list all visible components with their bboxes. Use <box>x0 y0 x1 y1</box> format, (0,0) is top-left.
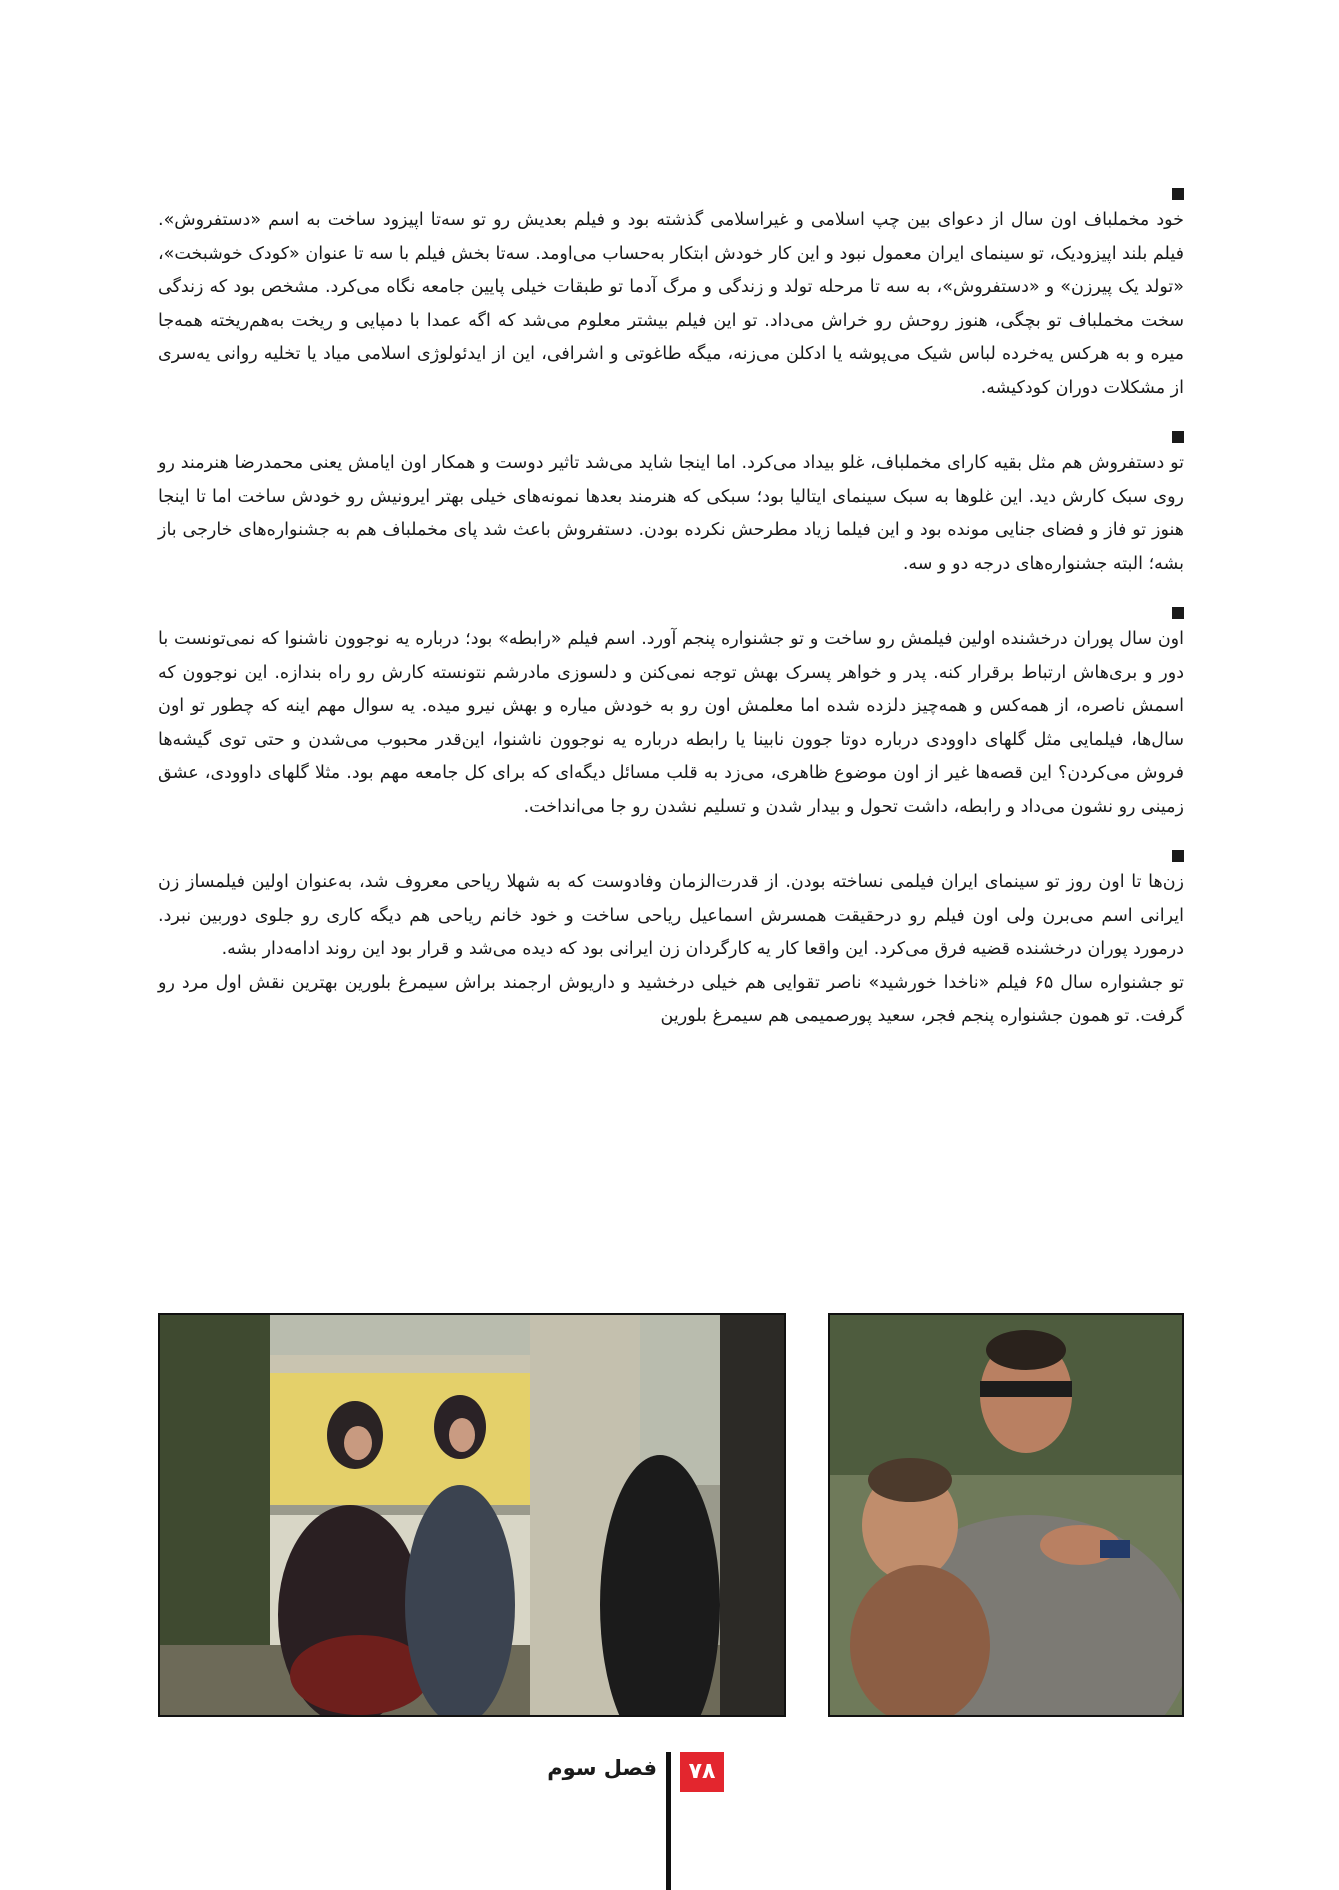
section-1 <box>158 188 1184 405</box>
paragraph: خود مخملباف اون سال از دعوای بین چپ اسلامی و غیراسلامی گذشته بود و فیلم بعدیش رو تو سه‌تا اپیزود ساخت به اسم «دستفروش». فیلم بلند اپیزودیک، تو سینمای ایران معمول نبود و این کار خودش ابتکار به‌حساب می‌اومد. سه‌تا بخش فیلم با سه تا عنوان «کودک خوشبخت»، «تولد یک پیرزن» و «دستفروش»، به سه تا مرحله تولد و زندگی و مرگ آدما تو طبقات خیلی پایین جامعه نگاه می‌کرد. مشخص بود که زندگی سخت مخملباف تو بچگی، هنوز روحش رو خراش می‌داد. تو این فیلم بیشتر معلوم می‌شد که اگه عمدا با دمپایی و ریخت به‌هم‌ریخته همه‌جا میره و به هرکس یه‌خرده لباس شیک می‌پوشه یا ادکلن می‌زنه، میگه طاغوتی و اشرافی، این از ایدئولوژی اسلامی میاد یا تخلیه روانی یه‌سری از مشکلات دوران کودکیشه. <box>158 210 1184 398</box>
page-footer <box>0 1752 1339 1890</box>
photo-row <box>158 1313 1184 1717</box>
article-body <box>158 188 1184 1060</box>
film-still-photo <box>158 1313 786 1717</box>
paragraph: زن‌ها تا اون روز تو سینمای ایران فیلمی نساخته بودن. از قدرت‌الزمان وفادوست که به شهلا ریاحی معروف شد، به‌عنوان اولین فیلمساز زن ایرانی اسم می‌برن ولی اون فیلم رو درحقیقت همسرش اسماعیل ریاحی ساخت و خود خانم ریاحی هم دیگه کاری رو جلوی دوربین نبرد. درمورد پوران درخشنده قضیه فرق می‌کرد. این واقعا کار یه کارگردان زن ایرانی بود که دیده می‌شد و قرار بود این روند ادامه‌دار بشه. <box>158 872 1184 959</box>
section-2 <box>158 431 1184 581</box>
section-4 <box>158 850 1184 1034</box>
bullet-square-icon <box>1172 188 1184 200</box>
bullet-square-icon <box>1172 431 1184 443</box>
page-number: ۷۸ <box>680 1752 724 1792</box>
footer-divider <box>666 1752 671 1890</box>
section-3 <box>158 607 1184 824</box>
paragraph: اون سال پوران درخشنده اولین فیلمش رو ساخت و تو جشنواره پنجم آورد. اسم فیلم «رابطه» بود؛ درباره یه نوجوون ناشنوا که نمی‌تونست با دور و بری‌هاش ارتباط برقرار کنه. پدر و خواهر پسرک بهش توجه نمی‌کنن و دلسوزی مادرشم نتونسته کارش رو راه بندازه. این نوجوون که اسمش ناصره، از همه‌کس و همه‌چیز دلزده شده اما معلمش اون رو به خودش میاره و بهش نیرو میده. یه سوال مهم اینه که چطور تو اون سال‌ها، فیلمایی مثل گلهای داوودی درباره دوتا جوون نابینا یا رابطه درباره یه نوجوون ناشنوا، این‌قدر محبوب می‌شدن و حتی توی گیشه‌ها فروش می‌کردن؟ این قصه‌ها غیر از اون موضوع ظاهری، می‌زد به قلب مسائل دیگه‌ای که برای کل جامعه مهم بود. مثلا گلهای داوودی، عشق زمینی رو نشون می‌داد و رابطه، داشت تحول و بیدار شدن و تسلیم نشدن رو جا می‌انداخت. <box>158 629 1184 817</box>
bullet-square-icon <box>1172 850 1184 862</box>
bullet-square-icon <box>1172 607 1184 619</box>
chapter-title: فصل سوم <box>547 1756 657 1780</box>
film-still-image <box>160 1315 784 1715</box>
paragraph-continued: تو جشنواره سال ۶۵ فیلم «ناخدا خورشید» ناصر تقوایی هم خیلی درخشید و داریوش ارجمند براش سیمرغ بلورین بهترین نقش اول مرد رو گرفت. تو همون جشنواره پنجم فجر، سعید پورصمیمی هم سیمرغ بلورین <box>158 972 1185 1026</box>
paragraph: تو دستفروش هم مثل بقیه کارای مخملباف، غلو بیداد می‌کرد. اما اینجا شاید می‌شد تاثیر دوست و همکار اون ایامش یعنی محمدرضا هنرمند رو روی سبک کارش دید. این غلوها به سبک سینمای ایتالیا بود؛ سبکی که هنرمند بعدها نمونه‌های خیلی بهتر ایرونیش رو خودش ساخت اما تا اینجا هنوز تو فاز و فضای جنایی مونده بود و این فیلما زیاد مطرحش نکرده بودن. دستفروش باعث شد پای مخملباف هم به جشنواره‌های خارجی باز بشه؛ البته جشنواره‌های درجه دو و سه. <box>158 453 1184 574</box>
director-with-child-photo <box>828 1313 1184 1717</box>
director-photo-image <box>830 1315 1182 1715</box>
